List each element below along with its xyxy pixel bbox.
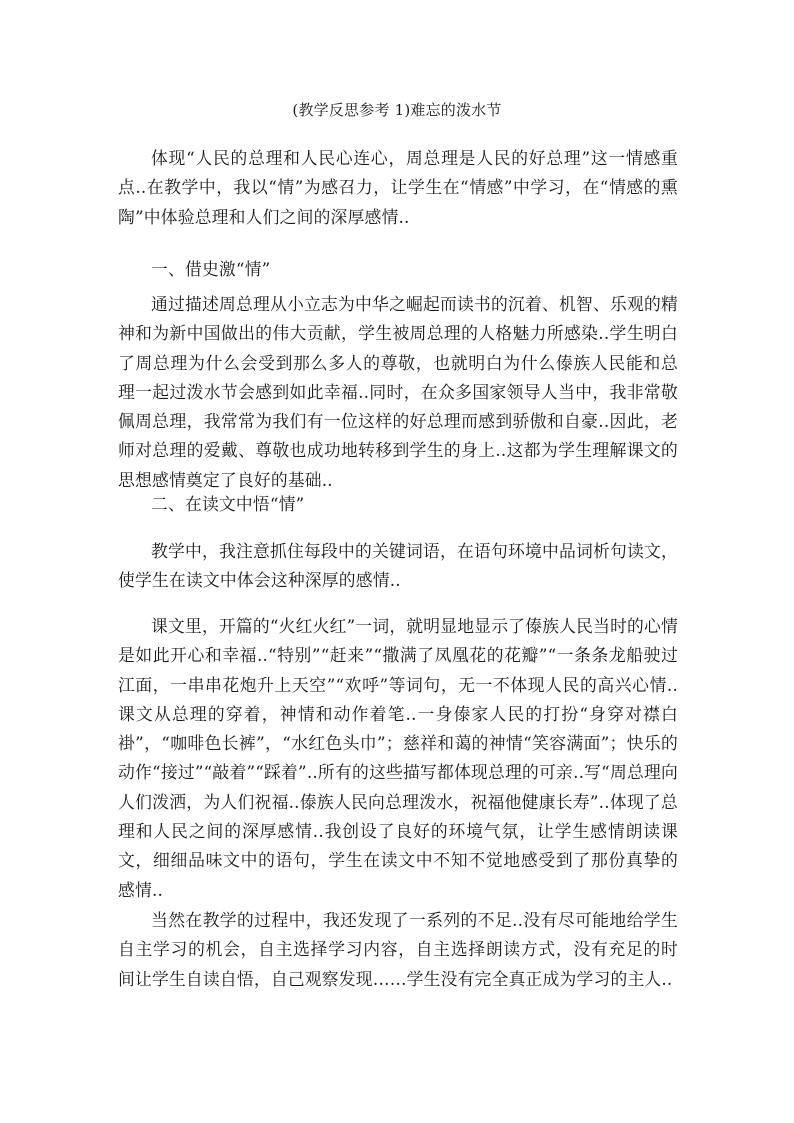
paragraph-history: 通过描述周总理从小立志为中华之崛起而读书的沉着、机智、乐观的精神和为新中国做出的伟大贡献，学生被周总理的人格魅力所感染..学生明白了周总理为什么会受到那么多人的尊敬，也就明白为什么傣族人民能和总理一起过泼水节会感到如此幸福..同时，在众多国家领导人当中，我非常敬佩周总理，我常常为我们有一位这样的好总理而感到骄傲和自豪..因此，老师对总理的爱戴、尊敬也成功地转移到学生的身上..这都为学生理解课文的思想感情奠定了良好的基础.. [118,294,678,490]
section-heading-2: 二、在读文中悟“情” [151,494,305,514]
paragraph-reading-detail: 课文里，开篇的“火红火红”一词，就明显地显示了傣族人民当时的心情是如此开心和幸福..“特别”“赶来”“撒满了凤凰花的花瓣”“一条条龙船驶过江面，一串串花炮升上天空”“欢呼”等词句，无一不体现人民的高兴心情..课文从总理的穿着，神情和动作着笔..一身傣家人民的打扮“身穿对襟白褂”，“咖啡色长裤”，“水红色头巾”；慈祥和蔼的神情“笑容满面”；快乐的动作“接过”“敲着”“踩着”..所有的这些描写都体现总理的可亲..写“周总理向人们泼洒，为人们祝福..傣族人民向总理泼水，祝福他健康长寿”..体现了总理和人民之间的深厚感情..我创设了良好的环境气氛，让学生感情朗读课文，细细品味文中的语句，学生在读文中不知不觉地感受到了那份真挚的感情.. [118,616,678,900]
paragraph-reading-intro: 教学中，我注意抓住每段中的关键词语，在语句环境中品词析句读文，使学生在读文中体会这种深厚的感情.. [118,541,678,591]
document-title: (教学反思参考 1)难忘的泼水节 [292,101,502,119]
section-heading-1: 一、借史激“情” [151,259,271,279]
paragraph-shortcomings: 当然在教学的过程中，我还发现了一系列的不足..没有尽可能地给学生自主学习的机会，自主选择学习内容，自主选择朗读方式，没有充足的时间让学生自读自悟，自己观察发现……学生没有完全真正成为学习的主人.. [118,910,678,989]
paragraph-intro: 体现“人民的总理和人民心连心，周总理是人民的好总理”这一情感重点..在教学中，我以“情”为感召力，让学生在“情感”中学习，在“情感的熏陶”中体验总理和人们之间的深厚感情.. [118,148,678,227]
